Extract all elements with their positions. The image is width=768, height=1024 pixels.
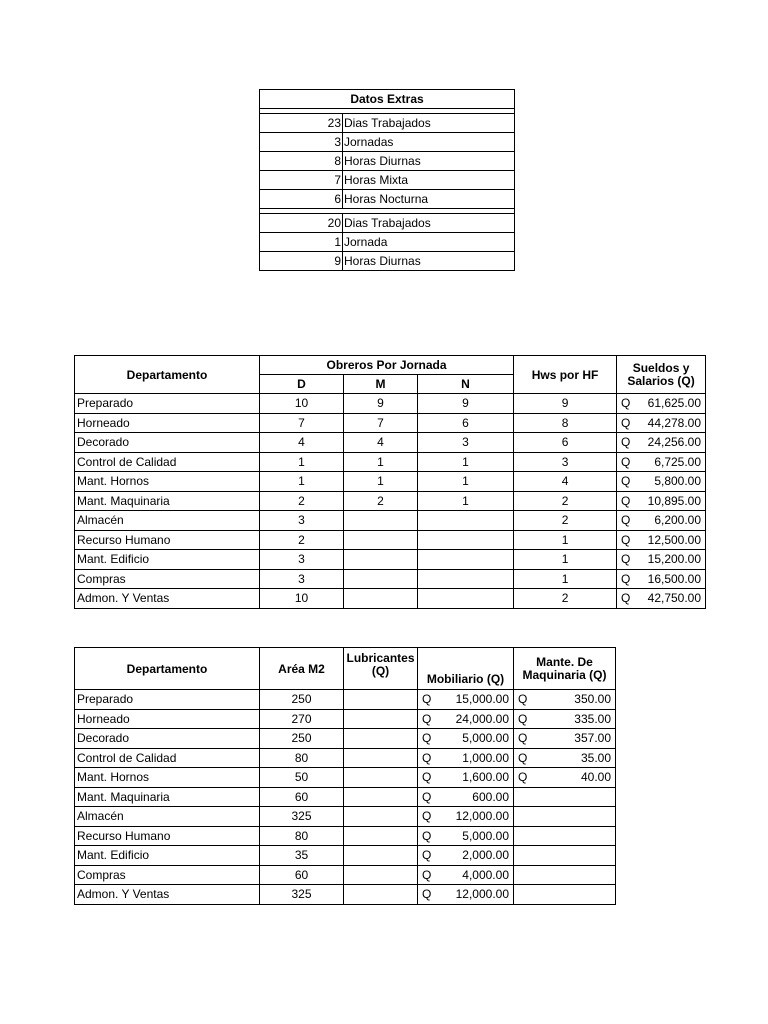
money-value bbox=[420, 731, 511, 745]
m-cell: 1 bbox=[344, 452, 418, 472]
lubricantes-cell bbox=[344, 865, 418, 885]
d-cell: 3 bbox=[260, 569, 344, 589]
departamento-cell: Almacén bbox=[75, 511, 260, 531]
money-value bbox=[420, 712, 511, 726]
extras-label: Horas Mixta bbox=[343, 171, 515, 190]
col-mante-maquinaria: Mante. De Maquinaria (Q) bbox=[514, 648, 616, 690]
mobiliario-cell bbox=[418, 885, 514, 905]
sueldo-amount: 12,500.00 bbox=[647, 532, 702, 547]
departamento-cell: Mant. Hornos bbox=[75, 768, 260, 788]
d-cell: 3 bbox=[260, 550, 344, 570]
currency-symbol: Q bbox=[422, 828, 432, 843]
m-cell: 4 bbox=[344, 433, 418, 453]
currency-symbol: Q bbox=[621, 474, 631, 489]
mante-cell bbox=[514, 807, 616, 827]
departamento-cell: Mant. Hornos bbox=[75, 472, 260, 492]
mante-amount: 40.00 bbox=[580, 770, 611, 785]
currency-symbol: Q bbox=[621, 435, 631, 450]
extras-label: Jornada bbox=[343, 233, 515, 252]
currency-symbol: Q bbox=[422, 692, 432, 707]
hws-cell: 2 bbox=[514, 491, 617, 511]
lubricantes-cell bbox=[344, 768, 418, 788]
money-value bbox=[619, 572, 703, 586]
mante-cell bbox=[514, 709, 616, 729]
datos-extras-table bbox=[259, 89, 515, 271]
table-row bbox=[75, 394, 706, 414]
mobiliario-cell bbox=[418, 768, 514, 788]
currency-symbol: Q bbox=[621, 415, 631, 430]
money-value bbox=[619, 552, 703, 566]
money-value bbox=[516, 692, 613, 706]
sueldo-cell bbox=[617, 452, 706, 472]
money-value bbox=[420, 790, 511, 804]
n-cell: 9 bbox=[418, 394, 514, 414]
datos-extras-body bbox=[260, 109, 515, 271]
n-cell: 1 bbox=[418, 472, 514, 492]
area-cell: 270 bbox=[260, 709, 344, 729]
departamento-cell: Recurso Humano bbox=[75, 826, 260, 846]
money-value bbox=[420, 829, 511, 843]
departamento-cell: Control de Calidad bbox=[75, 452, 260, 472]
mobiliario-amount: 600.00 bbox=[472, 789, 509, 804]
d-cell: 10 bbox=[260, 394, 344, 414]
area-cell: 80 bbox=[260, 826, 344, 846]
extras-label: Dias Trabajados bbox=[343, 214, 515, 233]
sueldo-amount: 42,750.00 bbox=[647, 591, 702, 606]
hws-cell: 4 bbox=[514, 472, 617, 492]
m-cell bbox=[344, 569, 418, 589]
mobiliario-amount: 15,000.00 bbox=[455, 692, 509, 707]
currency-symbol: Q bbox=[518, 770, 528, 785]
mobiliario-cell bbox=[418, 865, 514, 885]
hws-cell: 8 bbox=[514, 413, 617, 433]
mobiliario-amount: 4,000.00 bbox=[462, 867, 509, 882]
n-cell bbox=[418, 511, 514, 531]
currency-symbol: Q bbox=[422, 867, 432, 882]
sueldo-amount: 44,278.00 bbox=[647, 415, 702, 430]
area-cell: 250 bbox=[260, 690, 344, 710]
departamento-cell: Decorado bbox=[75, 729, 260, 749]
lubricantes-cell bbox=[344, 807, 418, 827]
extras-row bbox=[260, 171, 515, 190]
extras-number: 8 bbox=[260, 152, 343, 171]
currency-symbol: Q bbox=[518, 750, 528, 765]
departamento-cell: Horneado bbox=[75, 413, 260, 433]
departamento-cell: Recurso Humano bbox=[75, 530, 260, 550]
mobiliario-amount: 12,000.00 bbox=[455, 887, 509, 902]
hws-cell: 2 bbox=[514, 511, 617, 531]
lubricantes-cell bbox=[344, 885, 418, 905]
table-row bbox=[75, 865, 616, 885]
mante-amount: 35.00 bbox=[580, 750, 611, 765]
extras-number: 6 bbox=[260, 190, 343, 209]
m-cell bbox=[344, 511, 418, 531]
d-cell: 1 bbox=[260, 472, 344, 492]
sueldo-cell bbox=[617, 491, 706, 511]
money-value bbox=[619, 416, 703, 430]
area-cell: 60 bbox=[260, 787, 344, 807]
table-row bbox=[75, 413, 706, 433]
col-area: Aréa M2 bbox=[260, 648, 344, 690]
lubricantes-cell bbox=[344, 729, 418, 749]
area-cell: 50 bbox=[260, 768, 344, 788]
mante-cell bbox=[514, 885, 616, 905]
departamento-cell: Decorado bbox=[75, 433, 260, 453]
currency-symbol: Q bbox=[422, 887, 432, 902]
table-row bbox=[75, 530, 706, 550]
extras-row bbox=[260, 233, 515, 252]
currency-symbol: Q bbox=[422, 789, 432, 804]
departamento-cell: Preparado bbox=[75, 394, 260, 414]
table-row bbox=[75, 885, 616, 905]
col-hws-por-hf: Hws por HF bbox=[514, 356, 617, 394]
departamento-cell: Control de Calidad bbox=[75, 748, 260, 768]
currency-symbol: Q bbox=[621, 532, 631, 547]
table-row bbox=[75, 846, 616, 866]
mobiliario-cell bbox=[418, 748, 514, 768]
currency-symbol: Q bbox=[518, 692, 528, 707]
departamento-cell: Mant. Maquinaria bbox=[75, 491, 260, 511]
m-cell bbox=[344, 530, 418, 550]
sueldo-cell bbox=[617, 511, 706, 531]
datos-extras-title: Datos Extras bbox=[260, 90, 515, 109]
extras-row bbox=[260, 214, 515, 233]
n-cell bbox=[418, 530, 514, 550]
money-value bbox=[619, 455, 703, 469]
table-row bbox=[75, 748, 616, 768]
col-obreros-por-jornada: Obreros Por Jornada bbox=[260, 356, 514, 375]
currency-symbol: Q bbox=[621, 493, 631, 508]
d-cell: 4 bbox=[260, 433, 344, 453]
money-value bbox=[420, 751, 511, 765]
extras-number: 1 bbox=[260, 233, 343, 252]
currency-symbol: Q bbox=[518, 711, 528, 726]
table-row bbox=[75, 491, 706, 511]
currency-symbol: Q bbox=[422, 711, 432, 726]
d-cell: 1 bbox=[260, 452, 344, 472]
lubricantes-cell bbox=[344, 748, 418, 768]
currency-symbol: Q bbox=[621, 571, 631, 586]
d-cell: 10 bbox=[260, 589, 344, 609]
sueldo-amount: 61,625.00 bbox=[647, 396, 702, 411]
money-value bbox=[420, 809, 511, 823]
sueldo-cell bbox=[617, 394, 706, 414]
mante-amount: 357.00 bbox=[574, 731, 611, 746]
mante-cell bbox=[514, 729, 616, 749]
mobiliario-cell bbox=[418, 846, 514, 866]
table-row bbox=[75, 690, 616, 710]
sueldo-cell bbox=[617, 530, 706, 550]
currency-symbol: Q bbox=[621, 552, 631, 567]
extras-label: Horas Diurnas bbox=[343, 252, 515, 271]
sueldo-amount: 24,256.00 bbox=[647, 435, 702, 450]
col-n: N bbox=[418, 375, 514, 394]
d-cell: 7 bbox=[260, 413, 344, 433]
mobiliario-amount: 12,000.00 bbox=[455, 809, 509, 824]
mante-cell bbox=[514, 787, 616, 807]
m-cell: 2 bbox=[344, 491, 418, 511]
money-value bbox=[516, 731, 613, 745]
areas-table bbox=[74, 647, 616, 905]
lubricantes-cell bbox=[344, 846, 418, 866]
area-cell: 250 bbox=[260, 729, 344, 749]
sueldo-cell bbox=[617, 433, 706, 453]
table-row bbox=[75, 787, 616, 807]
n-cell bbox=[418, 550, 514, 570]
table-row bbox=[75, 550, 706, 570]
d-cell: 3 bbox=[260, 511, 344, 531]
hws-cell: 1 bbox=[514, 569, 617, 589]
currency-symbol: Q bbox=[621, 591, 631, 606]
table-row bbox=[75, 433, 706, 453]
extras-label: Horas Diurnas bbox=[343, 152, 515, 171]
money-value bbox=[420, 692, 511, 706]
money-value bbox=[619, 591, 703, 605]
currency-symbol: Q bbox=[621, 396, 631, 411]
lubricantes-cell bbox=[344, 709, 418, 729]
money-value bbox=[619, 494, 703, 508]
money-value bbox=[619, 435, 703, 449]
extras-label: Jornadas bbox=[343, 133, 515, 152]
mobiliario-cell bbox=[418, 826, 514, 846]
money-value bbox=[420, 848, 511, 862]
money-value bbox=[619, 396, 703, 410]
lubricantes-cell bbox=[344, 826, 418, 846]
mobiliario-cell bbox=[418, 787, 514, 807]
mobiliario-cell bbox=[418, 709, 514, 729]
currency-symbol: Q bbox=[621, 454, 631, 469]
money-value bbox=[420, 770, 511, 784]
lubricantes-cell bbox=[344, 690, 418, 710]
sueldo-cell bbox=[617, 550, 706, 570]
n-cell: 1 bbox=[418, 452, 514, 472]
mante-amount: 350.00 bbox=[574, 692, 611, 707]
currency-symbol: Q bbox=[422, 848, 432, 863]
d-cell: 2 bbox=[260, 491, 344, 511]
money-value bbox=[516, 770, 613, 784]
departamento-cell: Compras bbox=[75, 569, 260, 589]
sueldo-amount: 6,725.00 bbox=[654, 454, 702, 469]
mobiliario-amount: 1,600.00 bbox=[462, 770, 509, 785]
mobiliario-cell bbox=[418, 729, 514, 749]
table-row bbox=[75, 709, 616, 729]
extras-row bbox=[260, 133, 515, 152]
area-cell: 60 bbox=[260, 865, 344, 885]
table-row bbox=[75, 807, 616, 827]
extras-number: 20 bbox=[260, 214, 343, 233]
departamento-cell: Preparado bbox=[75, 690, 260, 710]
hws-cell: 9 bbox=[514, 394, 617, 414]
extras-row bbox=[260, 190, 515, 209]
money-value bbox=[516, 712, 613, 726]
sueldo-cell bbox=[617, 589, 706, 609]
extras-label: Dias Trabajados bbox=[343, 114, 515, 133]
currency-symbol: Q bbox=[422, 750, 432, 765]
extras-number: 9 bbox=[260, 252, 343, 271]
table-row bbox=[75, 511, 706, 531]
col-departamento: Departamento bbox=[75, 356, 260, 394]
table-row bbox=[75, 452, 706, 472]
mobiliario-amount: 5,000.00 bbox=[462, 828, 509, 843]
m-cell: 1 bbox=[344, 472, 418, 492]
money-value bbox=[516, 751, 613, 765]
extras-row bbox=[260, 114, 515, 133]
obreros-body bbox=[75, 394, 706, 609]
sueldo-amount: 6,200.00 bbox=[654, 513, 702, 528]
n-cell bbox=[418, 589, 514, 609]
sueldo-cell bbox=[617, 472, 706, 492]
obreros-table bbox=[74, 355, 706, 609]
mobiliario-amount: 2,000.00 bbox=[462, 848, 509, 863]
col-sueldos: Sueldos y Salarios (Q) bbox=[617, 356, 706, 394]
m-cell bbox=[344, 550, 418, 570]
col-lubricantes: Lubricantes (Q) bbox=[344, 648, 418, 690]
col-m: M bbox=[344, 375, 418, 394]
mobiliario-cell bbox=[418, 690, 514, 710]
hws-cell: 6 bbox=[514, 433, 617, 453]
currency-symbol: Q bbox=[518, 731, 528, 746]
col-d: D bbox=[260, 375, 344, 394]
mobiliario-amount: 5,000.00 bbox=[462, 731, 509, 746]
m-cell: 9 bbox=[344, 394, 418, 414]
d-cell: 2 bbox=[260, 530, 344, 550]
n-cell: 3 bbox=[418, 433, 514, 453]
sueldo-cell bbox=[617, 569, 706, 589]
hws-cell: 1 bbox=[514, 530, 617, 550]
money-value bbox=[420, 868, 511, 882]
mante-amount: 335.00 bbox=[574, 711, 611, 726]
lubricantes-cell bbox=[344, 787, 418, 807]
n-cell bbox=[418, 569, 514, 589]
sueldo-amount: 10,895.00 bbox=[647, 493, 702, 508]
sueldo-amount: 16,500.00 bbox=[647, 571, 702, 586]
departamento-cell: Mant. Edificio bbox=[75, 550, 260, 570]
extras-number: 23 bbox=[260, 114, 343, 133]
departamento-cell: Admon. Y Ventas bbox=[75, 885, 260, 905]
sueldo-amount: 5,800.00 bbox=[654, 474, 702, 489]
sueldo-cell bbox=[617, 413, 706, 433]
currency-symbol: Q bbox=[422, 731, 432, 746]
hws-cell: 3 bbox=[514, 452, 617, 472]
mante-cell bbox=[514, 690, 616, 710]
extras-label: Horas Nocturna bbox=[343, 190, 515, 209]
extras-number: 7 bbox=[260, 171, 343, 190]
m-cell: 7 bbox=[344, 413, 418, 433]
mobiliario-cell bbox=[418, 807, 514, 827]
extras-number: 3 bbox=[260, 133, 343, 152]
area-cell: 325 bbox=[260, 885, 344, 905]
mante-cell bbox=[514, 768, 616, 788]
currency-symbol: Q bbox=[422, 770, 432, 785]
departamento-cell: Mant. Edificio bbox=[75, 846, 260, 866]
area-cell: 35 bbox=[260, 846, 344, 866]
col-mobiliario: Mobiliario (Q) bbox=[418, 648, 514, 690]
money-value bbox=[619, 533, 703, 547]
mobiliario-amount: 24,000.00 bbox=[455, 711, 509, 726]
table-row bbox=[75, 472, 706, 492]
hws-cell: 1 bbox=[514, 550, 617, 570]
money-value bbox=[619, 513, 703, 527]
table-row bbox=[75, 729, 616, 749]
departamento-cell: Compras bbox=[75, 865, 260, 885]
col-departamento: Departamento bbox=[75, 648, 260, 690]
extras-row bbox=[260, 252, 515, 271]
sueldo-amount: 15,200.00 bbox=[647, 552, 702, 567]
table-row bbox=[75, 589, 706, 609]
mante-cell bbox=[514, 865, 616, 885]
table-row bbox=[75, 569, 706, 589]
n-cell: 1 bbox=[418, 491, 514, 511]
table-row bbox=[75, 826, 616, 846]
mante-cell bbox=[514, 826, 616, 846]
departamento-cell: Almacén bbox=[75, 807, 260, 827]
currency-symbol: Q bbox=[422, 809, 432, 824]
table-row bbox=[75, 768, 616, 788]
extras-row bbox=[260, 152, 515, 171]
mante-cell bbox=[514, 748, 616, 768]
areas-body bbox=[75, 690, 616, 905]
hws-cell: 2 bbox=[514, 589, 617, 609]
money-value bbox=[420, 887, 511, 901]
m-cell bbox=[344, 589, 418, 609]
area-cell: 325 bbox=[260, 807, 344, 827]
currency-symbol: Q bbox=[621, 513, 631, 528]
departamento-cell: Mant. Maquinaria bbox=[75, 787, 260, 807]
area-cell: 80 bbox=[260, 748, 344, 768]
mobiliario-amount: 1,000.00 bbox=[462, 750, 509, 765]
n-cell: 6 bbox=[418, 413, 514, 433]
mante-cell bbox=[514, 846, 616, 866]
departamento-cell: Admon. Y Ventas bbox=[75, 589, 260, 609]
departamento-cell: Horneado bbox=[75, 709, 260, 729]
money-value bbox=[619, 474, 703, 488]
